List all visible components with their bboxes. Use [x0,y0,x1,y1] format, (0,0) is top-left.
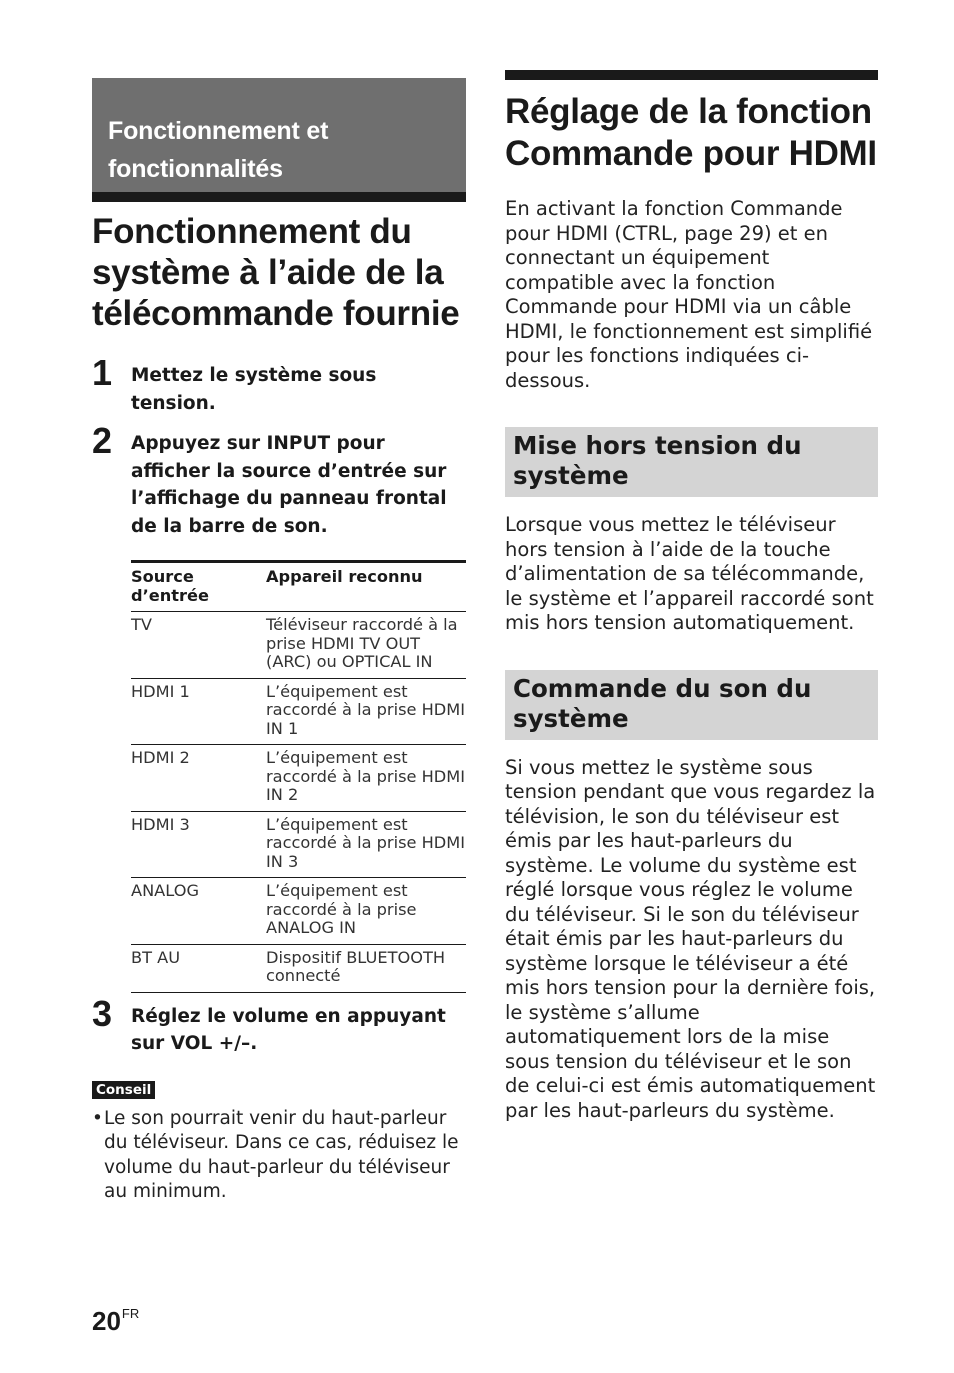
section-banner [92,78,466,192]
table-cell-source: HDMI 2 [131,748,190,767]
tip-badge: Conseil [92,1081,155,1099]
section-banner-line-1: Fonctionnement et [108,117,329,145]
title-right-line-1: Réglage de la fonction [505,92,872,131]
page-title-left [92,211,466,334]
step-2 [92,420,466,540]
table-cell-device: L’équipement est raccordé à la prise HDMI IN 3 [266,814,466,871]
page-language: FR [121,1306,140,1321]
title-right-line-2: Commande pour HDMI [505,134,877,173]
table-row [131,745,466,812]
table-header-source: Source d’entrée [131,567,209,605]
table-row [131,612,466,679]
step-1 [92,352,466,417]
bullet-icon: • [92,1107,103,1129]
table-header-device: Appareil reconnu [266,567,423,586]
table-row [131,878,466,945]
table-cell-source: HDMI 3 [131,814,190,834]
intro-paragraph: En activant la fonction Commande pour HDMI (CTRL, page 29) et en connectant un équipement compatible avec la fonction Commande pour HDMI via un câble HDMI, le fonctionnement est simplifié pour les fonctions indiquées ci-dessous. [505,197,873,392]
step-text: Mettez le système sous tension. [131,365,377,414]
table-row [131,811,466,878]
step-text: Réglez le volume en appuyant sur VOL +/–. [131,1005,446,1054]
paragraph-power-off: Lorsque vous mettez le téléviseur hors tension à l’aide de la touche d’alimentation de sa télécommande, le système et l’appareil raccordé sont mis hors tension automatiquement. [505,513,874,634]
section-banner-line-2: fonctionnalités [108,155,283,183]
table-cell-device: Dispositif BLUETOOTH connecté [266,947,446,985]
table-cell-device: L’équipement est raccordé à la prise ANALOG IN [266,881,417,937]
table-cell-source: HDMI 1 [131,681,190,701]
page-number [92,1306,139,1337]
paragraph-audio-control: Si vous mettez le système sous tension pendant que vous regardez la télévision, le son du téléviseur est émis par les haut-parleurs du système. Le volume du système est réglé lorsque vous réglez le volume du téléviseur. Si le son du téléviseur était émis par les haut-parleurs du système lorsque le téléviseur a été mis hors tension pour la dernière fois, le système s’allume automatiquement lors de la mise sous tension du téléviseur et le son de celui-ci est émis automatiquement par les haut-parleurs du système. [505,755,876,1122]
subheading-audio-control: Commande du son du système [505,670,878,740]
page-number-value: 20 [92,1306,121,1336]
left-column [92,78,466,1205]
table-cell-source: TV [131,615,152,634]
step-text: Appuyez sur INPUT pour afficher la source d’entrée sur l’affichage du panneau frontal de la barre de son. [131,433,447,537]
banner-rule [92,192,466,202]
table-row [131,678,466,745]
title-left-line-3: télécommande fournie [92,294,460,333]
top-rule [505,70,878,80]
step-number: 1 [92,352,113,393]
page-title-right [505,91,878,175]
table-cell-source: BT AU [131,947,181,967]
tip-item [92,1107,466,1205]
title-left-line-2: système à l’aide de la [92,253,444,292]
table-cell-source: ANALOG [131,881,199,900]
input-source-table [131,560,466,993]
tip-text: Le son pourrait venir du haut-parleur du téléviseur. Dans ce cas, réduisez le volume du haut-parleur du téléviseur au minimum. [104,1107,459,1202]
title-left-line-1: Fonctionnement du [92,212,412,251]
step-number: 3 [92,992,113,1034]
subheading-power-off: Mise hors tension du système [505,427,878,497]
table-cell-device: L’équipement est raccordé à la prise HDMI IN 2 [266,748,466,804]
right-column [505,70,878,1123]
table-cell-device: L’équipement est raccordé à la prise HDMI IN 1 [266,681,466,738]
step-3 [92,992,466,1058]
table-row [131,944,466,992]
step-number: 2 [92,420,113,461]
table-header-row [131,562,466,612]
table-cell-device: Téléviseur raccordé à la prise HDMI TV OUT (ARC) ou OPTICAL IN [266,615,458,671]
